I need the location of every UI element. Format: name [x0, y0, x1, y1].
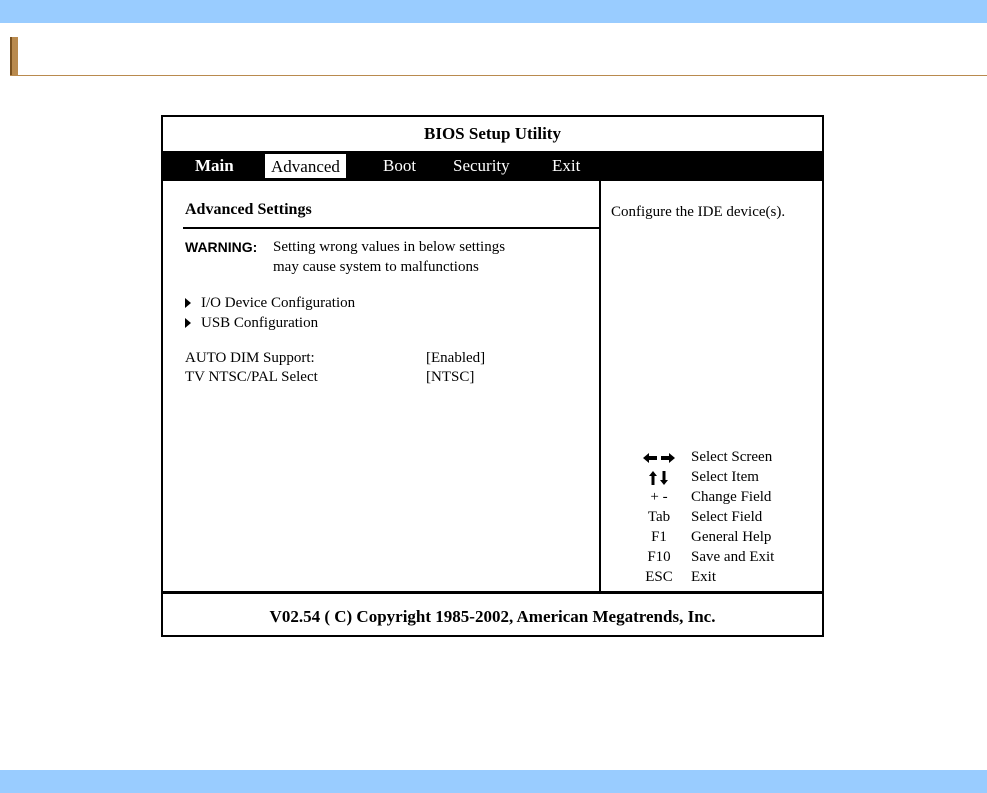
submenu-usb-configuration[interactable] — [185, 315, 318, 332]
tab-boot[interactable]: Boot — [383, 156, 417, 175]
submenu-arrow-icon — [185, 318, 191, 328]
auto-dim-support-value[interactable]: [Enabled] — [426, 350, 486, 366]
key-help-general-help: General Help — [691, 529, 772, 545]
key-help-select-item: Select Item — [691, 469, 759, 485]
key-help-save-and-exit: Save and Exit — [691, 549, 775, 565]
key-help-exit: Exit — [691, 569, 716, 585]
up-down-arrows-icon — [631, 469, 687, 486]
key-help-select-field: Select Field — [691, 509, 763, 525]
settings-pane — [163, 181, 599, 593]
warning-label: WARNING: — [185, 239, 258, 255]
submenu-label: I/O Device Configuration — [201, 295, 356, 311]
help-text: Configure the IDE device(s). — [611, 204, 786, 220]
submenu-arrow-icon — [185, 298, 191, 308]
warning-line: may cause system to malfunctions — [273, 259, 479, 275]
tab-advanced[interactable]: Advanced — [264, 153, 347, 179]
key-esc: ESC — [645, 569, 673, 585]
section-rule — [10, 75, 987, 76]
submenu-label: USB Configuration — [201, 315, 319, 331]
left-right-arrows-icon — [631, 449, 687, 466]
key-plus-minus: + - — [650, 489, 668, 505]
tab-security[interactable]: Security — [453, 156, 510, 175]
tab-exit[interactable]: Exit — [552, 156, 581, 175]
key-help-change-field: Change Field — [691, 489, 772, 505]
bios-title: BIOS Setup Utility — [424, 124, 561, 143]
tab-main[interactable]: Main — [195, 156, 234, 175]
warning-line: Setting wrong values in below settings — [273, 239, 506, 255]
bios-screen — [161, 115, 824, 637]
top-band — [0, 0, 987, 23]
key-f1: F1 — [651, 529, 667, 545]
help-pane — [599, 181, 822, 593]
key-help-select-screen: Select Screen — [691, 449, 773, 465]
key-tab: Tab — [647, 509, 671, 525]
menu-bar — [163, 151, 822, 181]
section-marker — [10, 37, 18, 75]
tv-ntsc-pal-select-value[interactable]: [NTSC] — [426, 369, 475, 385]
settings-heading: Advanced Settings — [185, 201, 312, 218]
bottom-band — [0, 770, 987, 793]
key-f10: F10 — [647, 549, 671, 565]
copyright-footer: V02.54 ( C) Copyright 1985-2002, American Megatrends, Inc. — [269, 607, 716, 626]
auto-dim-support-label: AUTO DIM Support: — [185, 350, 315, 366]
heading-divider — [183, 227, 599, 229]
tv-ntsc-pal-select-label: TV NTSC/PAL Select — [185, 369, 318, 385]
submenu-io-device-configuration[interactable] — [185, 295, 355, 312]
